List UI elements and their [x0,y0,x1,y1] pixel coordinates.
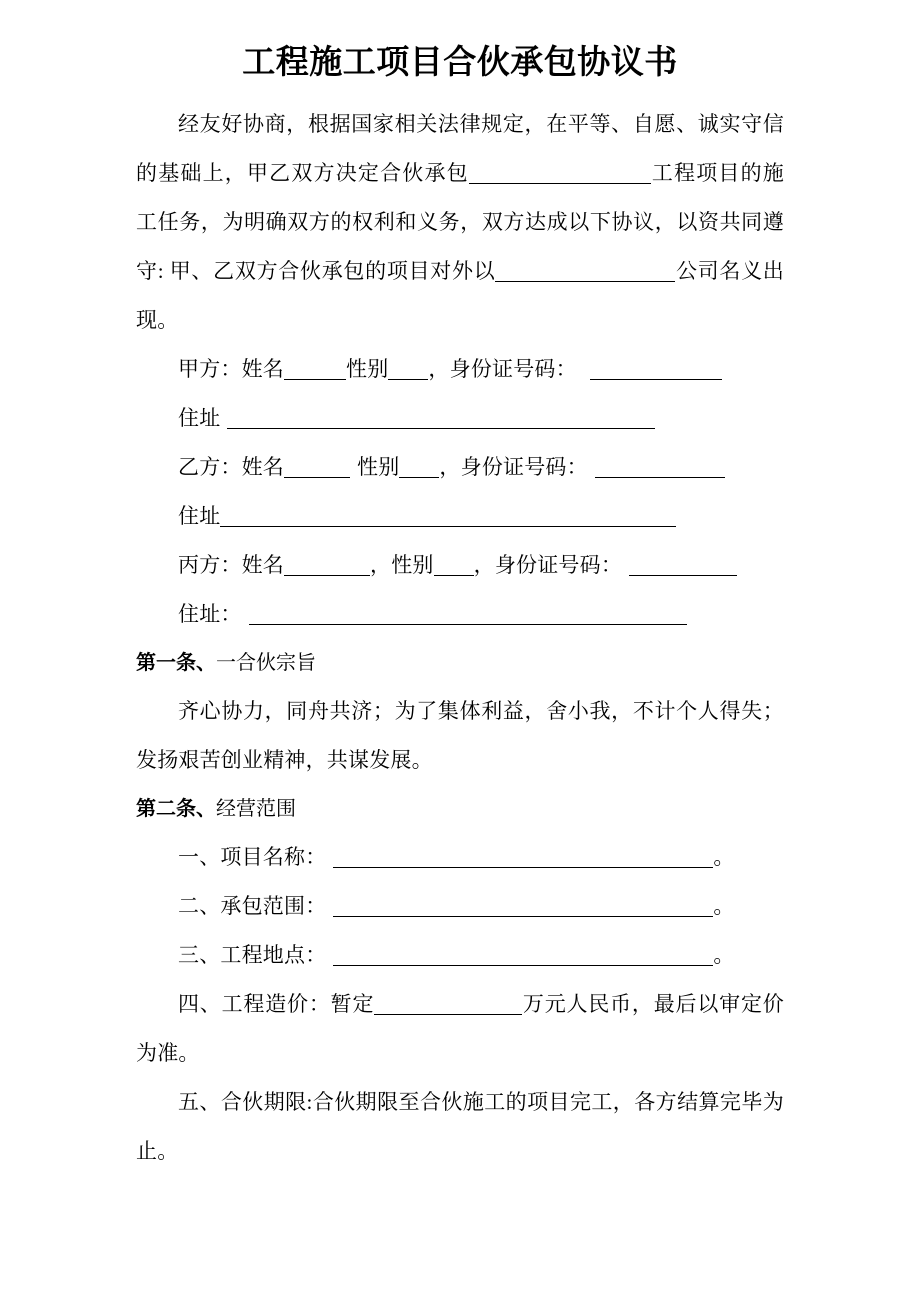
party-b-comma: ， [439,455,461,480]
party-b-address-line [136,492,784,541]
party-a-address-blank[interactable] [227,428,655,429]
section-2-item-1 [136,833,784,882]
party-c-label: 丙方： [178,553,242,578]
party-b-name-blank[interactable] [284,477,350,478]
party-a-label: 甲方： [178,357,242,382]
section-2-number: 第二条、 [136,798,216,821]
section-1-heading [136,639,784,687]
section-2-item-3 [136,931,784,980]
section-2-item-3-tail: 。 [713,943,735,968]
contract-scope-field-blank[interactable] [333,916,713,917]
party-a-id-label: 身份证号码： [449,357,577,382]
party-c-name-blank[interactable] [284,575,370,576]
party-b-address-blank[interactable] [220,526,676,527]
section-1-body: 齐心协力，同舟共济；为了集体利益，舍小我，不计个人得失；发扬艰苦创业精神，共谋发展。 [136,699,784,773]
party-c-sex-label: 性别 [391,553,434,578]
party-b-sex-label: 性别 [357,455,400,480]
party-b-name-label: 姓名 [241,455,285,480]
party-c-address-label: 住址： [178,602,242,627]
party-c-address-line [136,590,784,639]
party-c-address-blank[interactable] [249,624,687,625]
project-name-blank[interactable] [469,183,651,184]
party-c-name-comma: ， [370,553,392,578]
party-c-line [136,541,784,590]
party-a-name-blank[interactable] [284,379,346,380]
party-c-name-label: 姓名 [241,553,285,578]
preamble-block [136,100,784,345]
section-1-number: 第一条、 [136,652,216,675]
party-b-label: 乙方： [178,455,242,480]
party-a-id-blank[interactable] [590,379,722,380]
section-2-item-3-label: 三、工程地点： [178,943,327,968]
party-c-comma: ， [473,553,495,578]
section-1-title: 一合伙宗旨 [216,652,316,675]
party-c-id-label: 身份证号码： [494,553,623,578]
party-c-sex-blank[interactable] [434,575,474,576]
section-2-item-2 [136,882,784,931]
section-2-item-4 [136,980,784,1078]
party-a-sex-label: 性别 [346,357,389,382]
party-c-id-blank[interactable] [629,575,737,576]
party-a-name-label: 姓名 [241,357,285,382]
party-a-line [136,345,784,394]
party-b-id-label: 身份证号码： [460,455,588,480]
preamble-segment-1: 经友好协商，根据国家相关法律规定，在平等、自愿、诚实守信的基础上，甲乙双方决定合伙承包 [136,112,784,186]
section-2-item-1-label: 一、项目名称： [178,845,327,870]
preamble-segment-3: 公司名义出现。 [136,259,785,333]
party-a-comma: ， [428,357,450,382]
party-b-line [136,443,784,492]
document-content [136,0,784,1176]
section-2-title: 经营范围 [216,798,296,821]
preamble-paragraph [136,100,784,345]
section-2-item-4-prefix: 四、工程造价：暂定 [178,992,375,1017]
party-a-sex-blank[interactable] [388,379,428,380]
section-2-item-4-suffix: 万元人民币，最后以审定价为准。 [136,992,784,1066]
section-2-heading [136,785,784,833]
party-b-address-label: 住址 [178,504,221,529]
page-title: 工程施工项目合伙承包协议书 [242,43,678,80]
project-location-field-blank[interactable] [333,965,713,966]
company-name-blank[interactable] [495,281,675,282]
project-name-field-blank[interactable] [333,867,713,868]
section-2-item-5: 五、合伙期限:合伙期限至合伙施工的项目完工，各方结算完毕为止。 [136,1090,784,1164]
party-a-address-label: 住址 [178,406,221,431]
preamble-segment-2: 工程项目的施工任务，为明确双方的权利和义务，双方达成以下协议，以资共同遵守: 甲、乙双方合伙承包的项目对外以 [136,161,785,284]
project-cost-field-blank[interactable] [374,1014,522,1015]
party-a-address-line [136,394,784,443]
section-2-item-1-tail: 。 [713,845,735,870]
party-b-id-blank[interactable] [595,477,725,478]
party-b-sex-blank[interactable] [399,477,439,478]
section-2-item-2-label: 二、承包范围： [178,894,327,919]
section-2-item-2-tail: 。 [713,894,735,919]
